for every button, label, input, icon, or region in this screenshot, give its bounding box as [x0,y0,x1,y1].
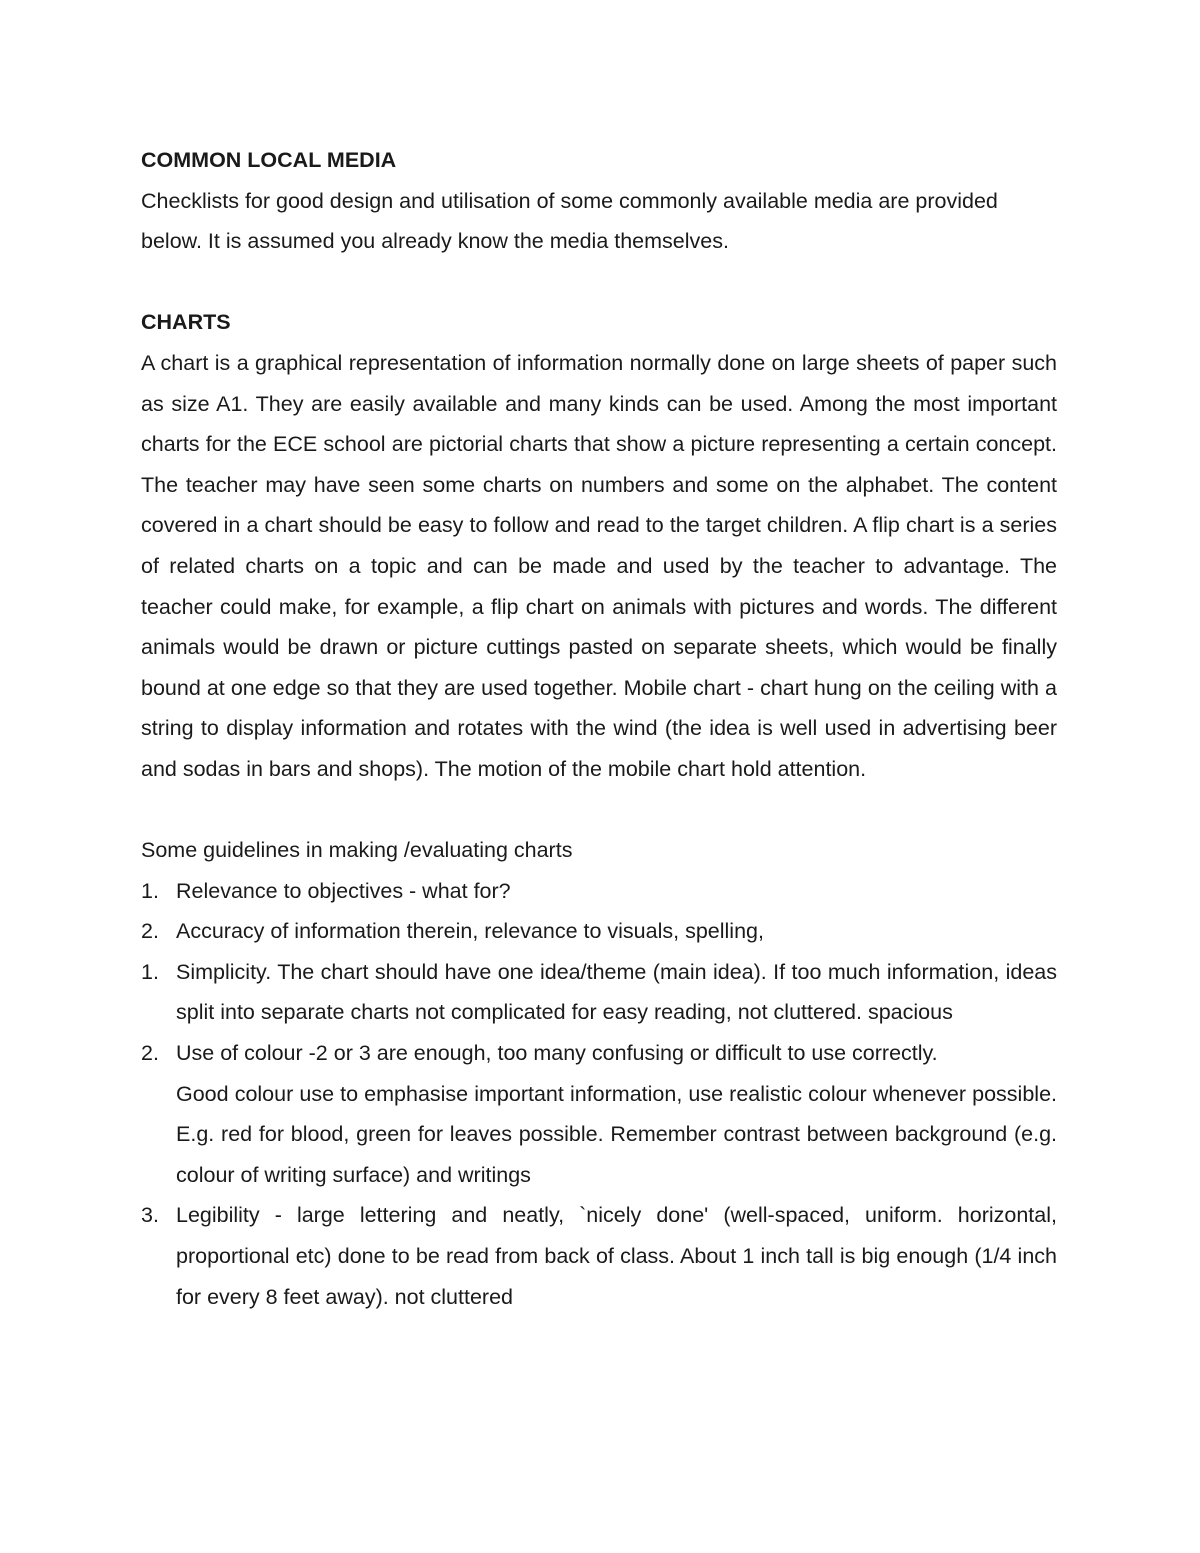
list-item-continuation: Good colour use to emphasise important information, use realistic colour whenever possible. E.g. red for blood, green for leaves possible. Remember contrast between background (e.g. colour of writing surface) and writings [176,1081,1057,1187]
list-item-text: Relevance to objectives - what for? [176,878,511,903]
list-item-text: Accuracy of information therein, relevance to visuals, spelling, [176,919,764,944]
page-title: COMMON LOCAL MEDIA [141,148,397,172]
list-item [141,871,1057,912]
list-item [141,1033,1057,1195]
list-item-number: 2. [141,1041,159,1066]
list-item-text: Legibility - large lettering and neatly, `nicely done' (well-spaced, uniform. horizontal, proportional etc) done to be read from back of class. About 1 inch tall is big enough (1/4 inch for every 8 feet away). not cluttered [176,1203,1057,1309]
guidelines-intro: Some guidelines in making /evaluating charts [141,838,573,863]
list-item-text: Simplicity. The chart should have one idea/theme (main idea). If too much information, ideas split into separate charts not complicated for easy reading, not cluttered. spacious [176,959,1057,1025]
intro-paragraph: Checklists for good design and utilisation of some commonly available media are provided below. It is assumed you already know the media themselves. [141,188,998,254]
list-item [141,911,1057,952]
spacer [141,262,1057,303]
list-item-number: 3. [141,1203,159,1228]
charts-paragraph: A chart is a graphical representation of information normally done on large sheets of paper such as size A1. They are easily available and many kinds can be used. Among the most important charts for the ECE school are pictorial charts that show a picture representing a certain concept. The teacher may have seen some charts on numbers and some on the alphabet. The content covered in a chart should be easy to follow and read to the target children. A flip chart is a series of related charts on a topic and can be made and used by the teacher to advantage. The teacher could make, for example, a flip chart on animals with pictures and words. The different animals would be drawn or picture cuttings pasted on separate sheets, which would be finally bound at one edge so that they are used together. Mobile chart - chart hung on the ceiling with a string to display information and rotates with the wind (the idea is well used in advertising beer and sodas in bars and shops). The motion of the mobile chart hold attention. [141,350,1057,781]
list-item-number: 2. [141,919,159,944]
list-item [141,1195,1057,1317]
section-heading-charts: CHARTS [141,310,231,335]
spacer [141,790,1057,831]
list-item-number: 1. [141,878,159,903]
document-page [141,140,1057,1317]
list-item-number: 1. [141,959,159,984]
guidelines-list [141,871,1057,1318]
list-item [141,952,1057,1033]
list-item-text: Use of colour -2 or 3 are enough, too many confusing or difficult to use correctly. [176,1041,938,1066]
